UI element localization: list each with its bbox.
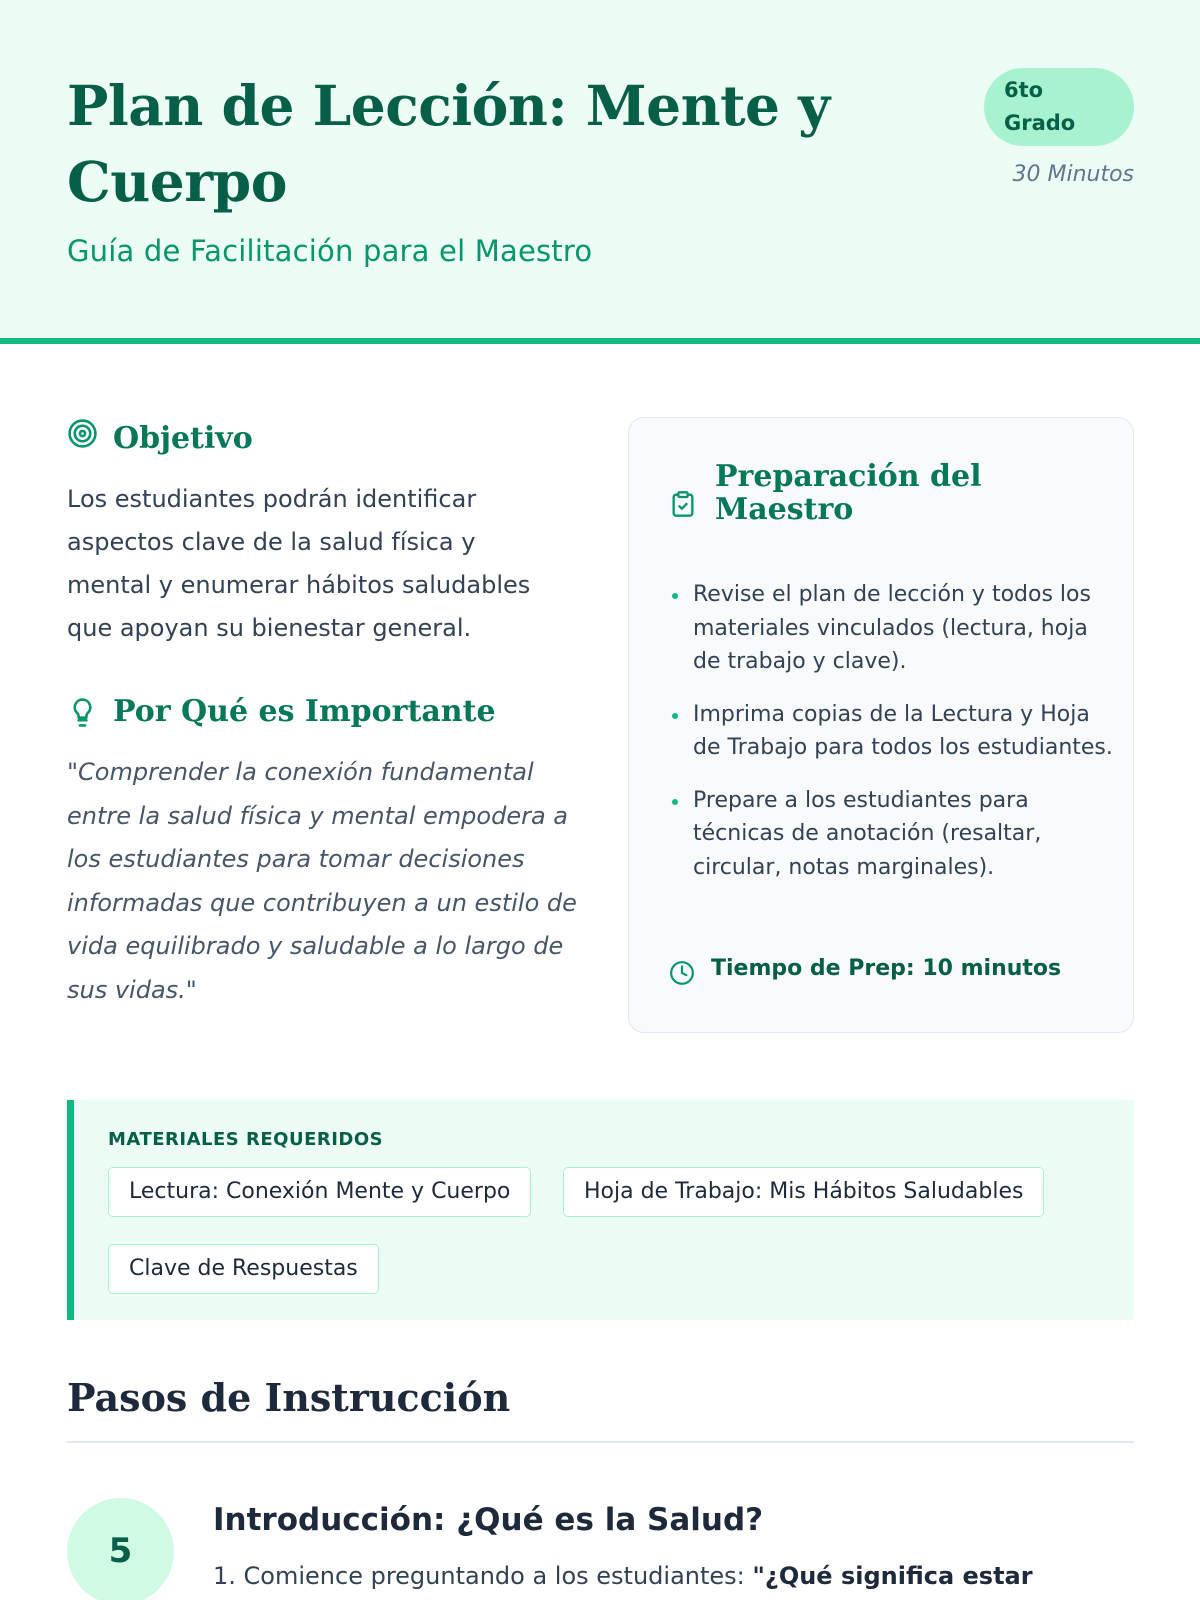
teacher-prep-card xyxy=(628,417,1134,1033)
importance-quote: "Comprender la conexión fundamental entre la salud física y mental empodera a los estudiantes para tomar decisiones informadas que contribuyen a un estilo de vida equilibrado y saludable a lo largo de sus vidas." xyxy=(67,758,577,1004)
step-title: Introducción: ¿Qué es la Salud? xyxy=(213,1502,764,1538)
material-chip: Hoja de Trabajo: Mis Hábitos Saludables xyxy=(563,1167,1044,1217)
step-text xyxy=(213,1562,1033,1590)
lightbulb-icon xyxy=(67,697,98,728)
prep-time: Tiempo de Prep: 10 minutos xyxy=(711,956,1062,981)
grade-badge-number: 6to xyxy=(1004,78,1044,102)
page-header xyxy=(0,0,1200,344)
clock-icon xyxy=(669,960,695,986)
grade-badge xyxy=(984,68,1134,146)
clipboard-check-icon xyxy=(669,490,697,518)
prep-item: Prepare a los estudiantes para técnicas de anotación (resaltar, circular, notas marginales). xyxy=(693,784,1113,885)
importance-heading: Por Qué es Importante xyxy=(113,694,496,729)
objective-text: Los estudiantes podrán identificar aspectos clave de la salud física y mental y enumerar hábitos saludables que apoyan su bienestar general. xyxy=(67,485,531,642)
materials-box xyxy=(67,1100,1134,1320)
prep-list xyxy=(693,578,1113,903)
prep-item: Imprima copias de la Lectura y Hoja de Trabajo para todos los estudiantes. xyxy=(693,698,1113,765)
page-subtitle: Guía de Facilitación para el Maestro xyxy=(67,234,593,268)
step-number: 5 xyxy=(67,1498,174,1600)
step-text-prefix: 1. Comience preguntando a los estudiantes: xyxy=(213,1562,753,1590)
page-title: Plan de Lección: Mente y Cuerpo xyxy=(67,73,830,214)
prep-title: Preparación del Maestro xyxy=(715,459,982,527)
steps-heading: Pasos de Instrucción xyxy=(67,1375,511,1420)
materials-label: MATERIALES REQUERIDOS xyxy=(108,1129,384,1150)
step-text-question: "¿Qué significa estar xyxy=(752,1562,1033,1590)
prep-item: Revise el plan de lección y todos los materiales vinculados (lectura, hoja de trabajo y clave). xyxy=(693,578,1113,679)
material-chip: Clave de Respuestas xyxy=(108,1244,379,1294)
duration-label: 30 Minutos xyxy=(1012,162,1134,187)
material-chip: Lectura: Conexión Mente y Cuerpo xyxy=(108,1167,531,1217)
grade-badge-label: Grado xyxy=(1004,111,1076,135)
target-icon xyxy=(67,418,98,449)
objective-heading: Objetivo xyxy=(113,421,253,456)
divider xyxy=(67,1441,1134,1443)
